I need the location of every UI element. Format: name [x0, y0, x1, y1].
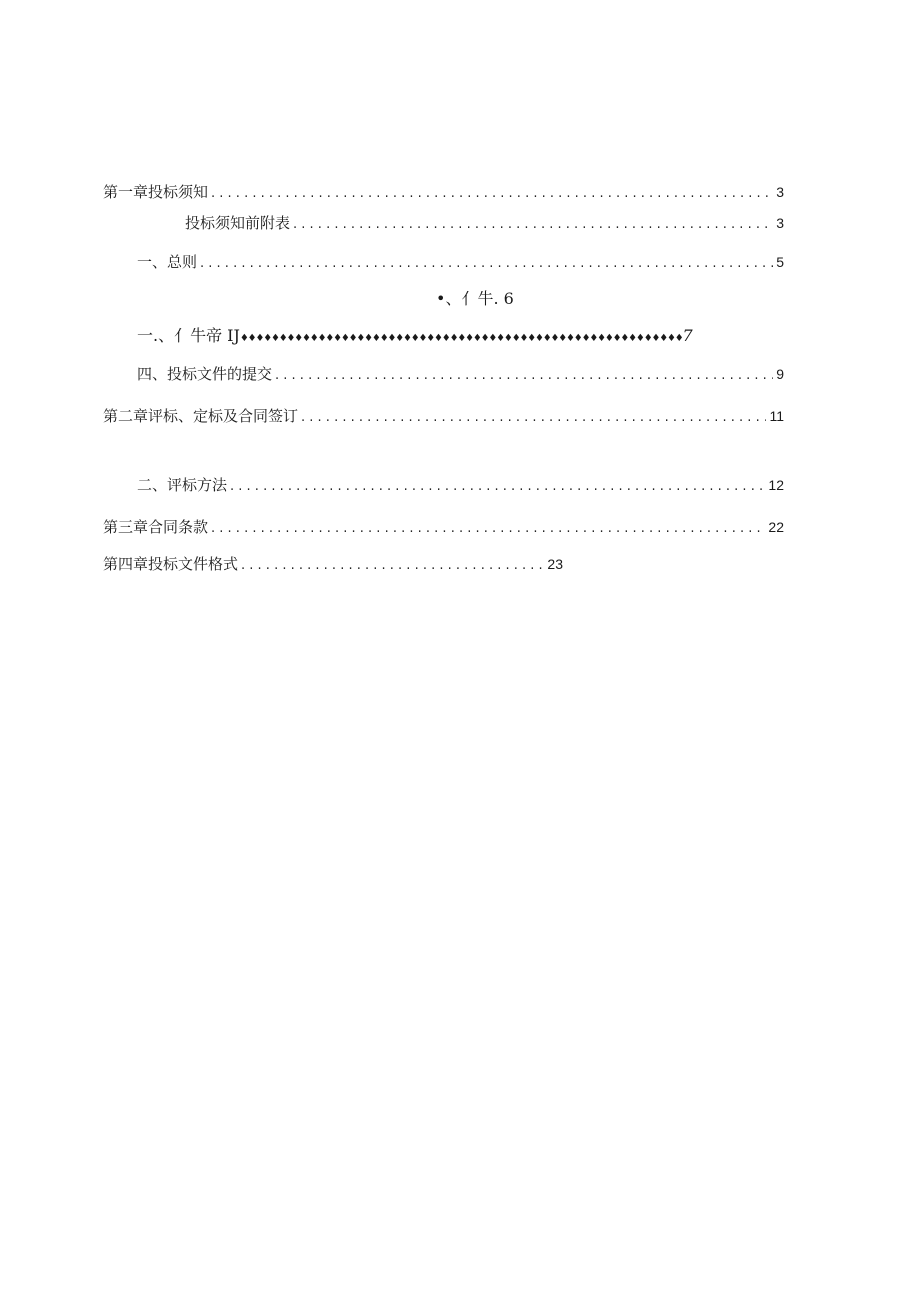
garbled-text: •、亻牛. 6 [436, 289, 514, 308]
toc-page-number: 5 [776, 254, 784, 270]
toc-entry-garbled-2[interactable] [137, 326, 693, 349]
toc-entry-label: 第二章评标、定标及合同签订 [103, 407, 299, 425]
toc-entry-label: 四、投标文件的提交 [137, 365, 273, 383]
toc-entry-garbled-1[interactable] [436, 289, 514, 309]
dot-leader [241, 556, 544, 576]
toc-page-number: 11 [769, 408, 784, 424]
toc-entry-label: 二、评标方法 [137, 476, 228, 494]
toc-entry-label: 第四章投标文件格式 [103, 555, 239, 573]
toc-page-number: 3 [776, 215, 784, 231]
toc-entry-general[interactable] [137, 252, 784, 274]
dot-leader [211, 184, 773, 204]
toc-page-number: 12 [768, 477, 784, 493]
toc-entry-label: 投标须知前附表 [185, 214, 291, 232]
dot-leader [200, 254, 773, 274]
dot-leader [230, 477, 765, 497]
toc-entry-ch1[interactable] [103, 182, 784, 204]
toc-entry-label: 一、总则 [137, 253, 198, 271]
toc-entry-evaluation[interactable] [137, 475, 784, 497]
toc-entry-ch3[interactable] [103, 517, 784, 539]
diamond-leader: ♦♦♦♦♦♦♦♦♦♦♦♦♦♦♦♦♦♦♦♦♦♦♦♦♦♦♦♦♦♦♦♦♦♦♦♦♦♦♦♦♦♦♦♦♦♦♦♦♦♦♦♦♦♦♦♦♦ [239, 333, 683, 344]
toc-page-number: 9 [776, 366, 784, 382]
garbled-suffix: 7 [682, 326, 693, 345]
dot-leader [211, 519, 765, 539]
dot-leader [301, 408, 766, 428]
dot-leader [275, 366, 773, 386]
toc-entry-label: 第一章投标须知 [103, 183, 209, 201]
toc-entry-ch4[interactable] [103, 554, 563, 576]
toc-entry-ch2[interactable] [103, 406, 784, 428]
toc-entry-ch1-appendix[interactable] [185, 213, 784, 235]
toc-page-number: 22 [768, 519, 784, 535]
toc-page-number: 23 [547, 556, 563, 572]
toc-entry-label: 第三章合同条款 [103, 518, 209, 536]
dot-leader [293, 215, 773, 235]
garbled-prefix: 一.、亻牛帝 IJ [137, 326, 240, 345]
toc-page-number: 3 [776, 184, 784, 200]
toc-entry-submission[interactable] [137, 364, 784, 386]
